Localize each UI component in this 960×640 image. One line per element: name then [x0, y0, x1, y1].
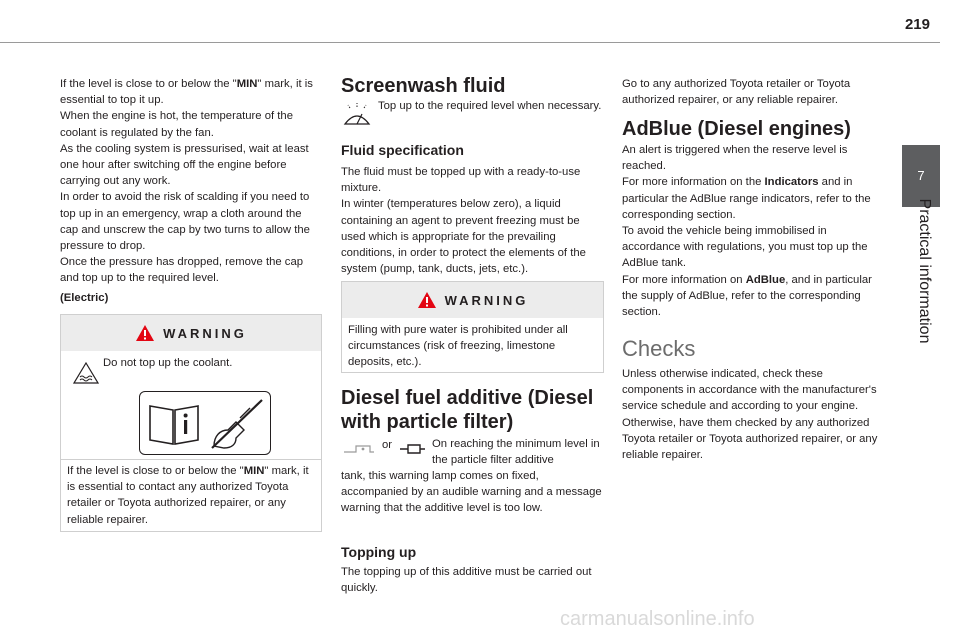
diesel-additive-title: Diesel fuel additive (Diesel with particle filter) [341, 387, 594, 433]
topping-up-title: Topping up [341, 544, 417, 560]
screenwash-warning-box [341, 281, 604, 373]
fluid-spec-text: The fluid must be topped up with a ready-to-use mixture. In winter (temperatures below zero), a liquid containing an agent to prevent freezing must be used which is appropriate for the prevailing conditions, in order to protect the elements of the system (pump, tank, ducts, jets, etc.). [341, 166, 586, 276]
retailer-paragraph: Go to any authorized Toyota retailer or Toyota authorized repairer, or any reliable repairer. [622, 78, 851, 107]
electric-label: (Electric) [60, 292, 109, 304]
adblue-title: AdBlue (Diesel engines) [622, 118, 851, 140]
particle-filter-warning-lamp-icon [342, 440, 376, 458]
warning-header: WARNING [61, 315, 321, 351]
chapter-tab[interactable]: 7 [902, 145, 940, 207]
no-open-cap-icon-box [139, 391, 271, 455]
topping-up-text: The topping up of this additive must be carried out quickly. [341, 566, 592, 595]
no-cap-removal-icon [206, 396, 268, 452]
diesel-additive-text-2: tank, this warning lamp comes on fixed, accompanied by an audible warning and a message warning that the additive level is too low. [341, 470, 602, 515]
screenwash-title: Screenwash fluid [341, 75, 506, 97]
diesel-additive-text-1: On reaching the minimum level in the particle filter additive [432, 438, 600, 467]
washer-fluid-icon [342, 102, 372, 128]
chapter-title: Practical information [916, 198, 933, 344]
coolant-warning-text: Do not top up the coolant. [103, 357, 233, 369]
warning-separator [61, 459, 321, 460]
checks-title: Checks [622, 336, 696, 361]
or-label: or [382, 439, 393, 451]
coolant-warning-icon [73, 361, 99, 385]
header-rule [0, 42, 940, 43]
screenwash-warning-text: Filling with pure water is prohibited under all circumstances (risk of freezing, limestone deposits, etc.). [348, 324, 568, 369]
screenwash-intro: Top up to the required level when necessary. [378, 100, 602, 112]
warning-header: WARNING [342, 282, 603, 318]
coolant-paragraph: If the level is close to or below the "MIN" mark, it is essential to top it up. When the engine is hot, the temperature of the coolant is regulated by the fan. As the cooling system is pressurised, wait at least one hour after switching off the engine before carrying out any work. In order to avoid the risk of scalding if you need to top up in an emergency, wrap a cloth around the cap and unscrew the cap by two turns to allow the pressure to drop. Once the pressure has dropped, remove the cap and top up to the required level. [60, 78, 313, 285]
manual-info-icon [146, 398, 202, 448]
coolant-warning-box [60, 314, 322, 532]
fluid-spec-title: Fluid specification [341, 142, 464, 158]
warning-triangle-icon [135, 324, 155, 342]
watermark: carmanualsonline.info [560, 608, 755, 630]
additive-pump-icon [398, 442, 426, 456]
checks-text: Unless otherwise indicated, check these components in accordance with the manufacturer's service schedule and according to your engine. Otherwise, have them checked by any authorized Toyota retailer or Toyota authorized repairer, or any reliable repairer. [622, 368, 878, 462]
adblue-text: An alert is triggered when the reserve level is reached. For more information on the Indicators and in particular the AdBlue range indicators, refer to the corresponding section. To avoid the vehicle being immobilised in accordance with regulations, you must top up the AdBlue tank. For more information on AdBlue, and in particular the supply of AdBlue, refer to the corresponding section. [622, 144, 872, 319]
warning-triangle-icon [417, 291, 437, 309]
coolant-warning-bottom-text: If the level is close to or below the "MIN" mark, it is essential to contact any authorized Toyota retailer or Toyota authorized repairer, or any reliable repairer. [67, 465, 309, 526]
page-number: 219 [904, 16, 930, 33]
